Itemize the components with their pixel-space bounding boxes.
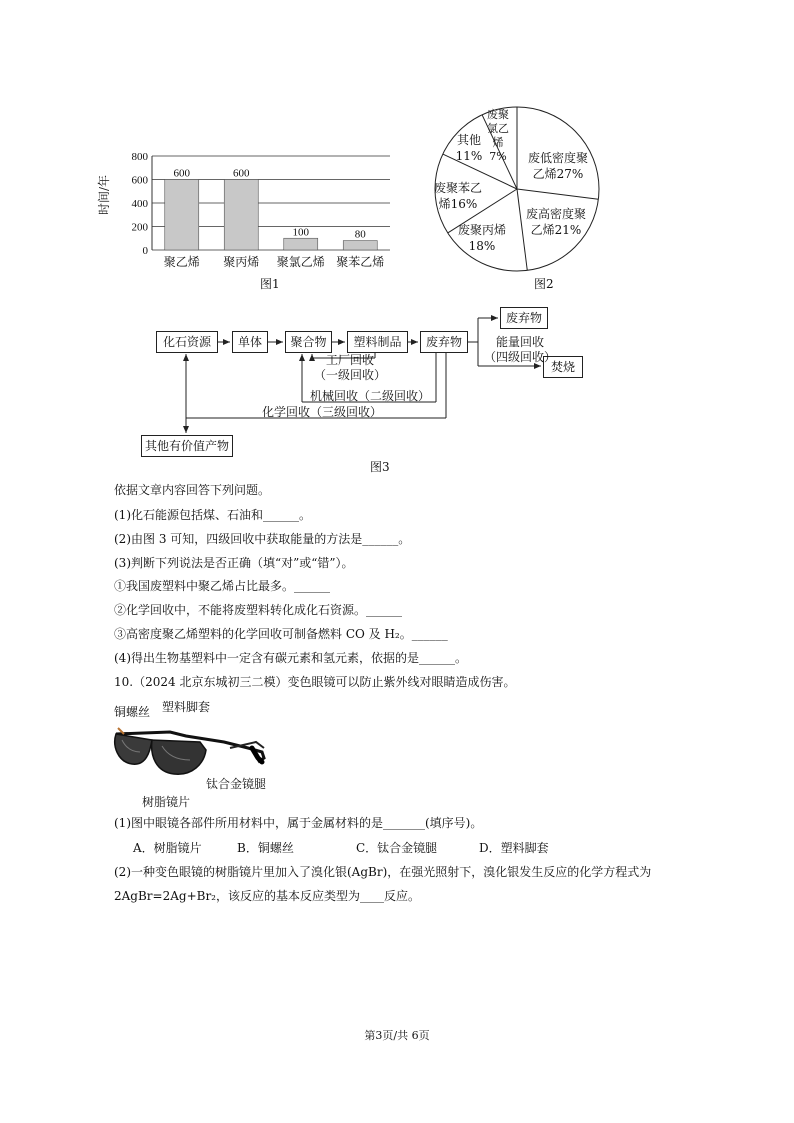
question-3: (3)判断下列说法是否正确（填“对”或“错”）。	[114, 556, 354, 570]
option-c: C．钛合金镜腿	[356, 841, 438, 855]
flow-box-monomer: 单体	[232, 331, 268, 353]
bar-ytick-label: 400	[131, 198, 148, 210]
bar-chart-ylabel: 时间/年	[97, 174, 111, 216]
bar-ytick-label: 600	[131, 174, 148, 187]
flow-label-chemical: 化学回收（三级回收）	[262, 405, 383, 419]
question-10-1: (1)图中眼镜各部件所用材料中，属于金属材料的是_______(填序号)。	[114, 816, 483, 830]
bar-category-label: 聚苯乙烯	[336, 255, 385, 269]
option-d: D．塑料脚套	[479, 841, 549, 855]
bar-chart-caption: 图1	[260, 277, 280, 291]
glasses-label-resin: 树脂镜片	[142, 795, 191, 809]
flow-box-polymer: 聚合物	[285, 331, 332, 353]
glasses-frame	[115, 728, 264, 774]
bar-data-label: 600	[173, 167, 190, 180]
bar-category-label: 聚乙烯	[163, 255, 200, 269]
bar-category-label: 聚氯乙烯	[276, 255, 325, 269]
bar-data-label: 100	[292, 226, 309, 239]
pie-chart-caption: 图2	[534, 277, 554, 291]
question-3a: ①我国废塑料中聚乙烯占比最多。______	[114, 579, 331, 593]
question-3b: ②化学回收中，不能将废塑料转化成化石资源。______	[114, 603, 403, 617]
flow-box-waste: 废弃物	[420, 331, 468, 353]
question-4: (4)得出生物基塑料中一定含有碳元素和氢元素，依据的是______。	[114, 651, 468, 665]
flow-label-factory: 工厂回收 （一级回收）	[314, 353, 387, 382]
flow-box-burn: 焚烧	[543, 356, 583, 378]
questions-intro: 依据文章内容回答下列问题。	[114, 483, 271, 497]
pie-label-hdpe: 废高密度聚 乙烯21%	[525, 207, 586, 237]
bar-ytick-label: 200	[131, 221, 148, 234]
pie-label-other: 其他 11%	[455, 133, 483, 163]
question-10-2b: 2AgBr=2Ag+Br₂，该反应的基本反应类型为____反应。	[114, 889, 420, 903]
bar-data-label: 600	[233, 167, 250, 180]
bar-category-label: 聚丙烯	[223, 255, 260, 269]
question-10: 10.（2024 北京东城初三二模）变色眼镜可以防止紫外线对眼睛造成伤害。	[114, 675, 516, 689]
flow-box-fossil: 化石资源	[156, 331, 218, 353]
bar-data-label: 80	[354, 228, 366, 241]
question-1: (1)化石能源包括煤、石油和______。	[114, 508, 311, 522]
pie-label-ps: 废聚苯乙 烯16%	[433, 181, 482, 211]
bar-ytick-label: 0	[142, 245, 148, 257]
option-a: A．树脂镜片	[133, 841, 202, 855]
question-10-2a: (2)一种变色眼镜的树脂镜片里加入了溴化银(AgBr)，在强光照射下，溴化银发生反应的化学方程式为	[114, 865, 652, 879]
flow-label-energy: 能量回收 （四级回收）	[484, 335, 557, 364]
pie-label-pp: 废聚丙烯 18%	[457, 223, 506, 253]
flow-box-product: 塑料制品	[347, 331, 408, 353]
glasses-label-titanium: 钛合金镜腿	[206, 777, 267, 791]
page-footer: 第3页/共 6页	[364, 1029, 430, 1042]
flow-label-mechanical: 机械回收（二级回收）	[310, 389, 431, 403]
pie-label-ldpe: 废低密度聚 乙烯27%	[527, 151, 588, 181]
flow-box-waste-material: 废弃物	[500, 307, 548, 329]
glasses-label-plastic: 塑料脚套	[162, 700, 211, 714]
option-b: B．铜螺丝	[237, 841, 294, 855]
flow-caption: 图3	[370, 460, 390, 474]
bar-ytick-label: 800	[131, 151, 148, 163]
question-3c: ③高密度聚乙烯塑料的化学回收可制备燃料 CO 及 H₂。______	[114, 627, 448, 641]
question-2: (2)由图 3 可知，四级回收中获取能量的方法是______。	[114, 532, 411, 546]
pie-label-pvc: 废聚 氯乙 烯 7%	[487, 108, 509, 163]
glasses-label-copper: 铜螺丝	[114, 705, 151, 719]
flow-box-other-products: 其他有价值产物	[141, 435, 233, 457]
